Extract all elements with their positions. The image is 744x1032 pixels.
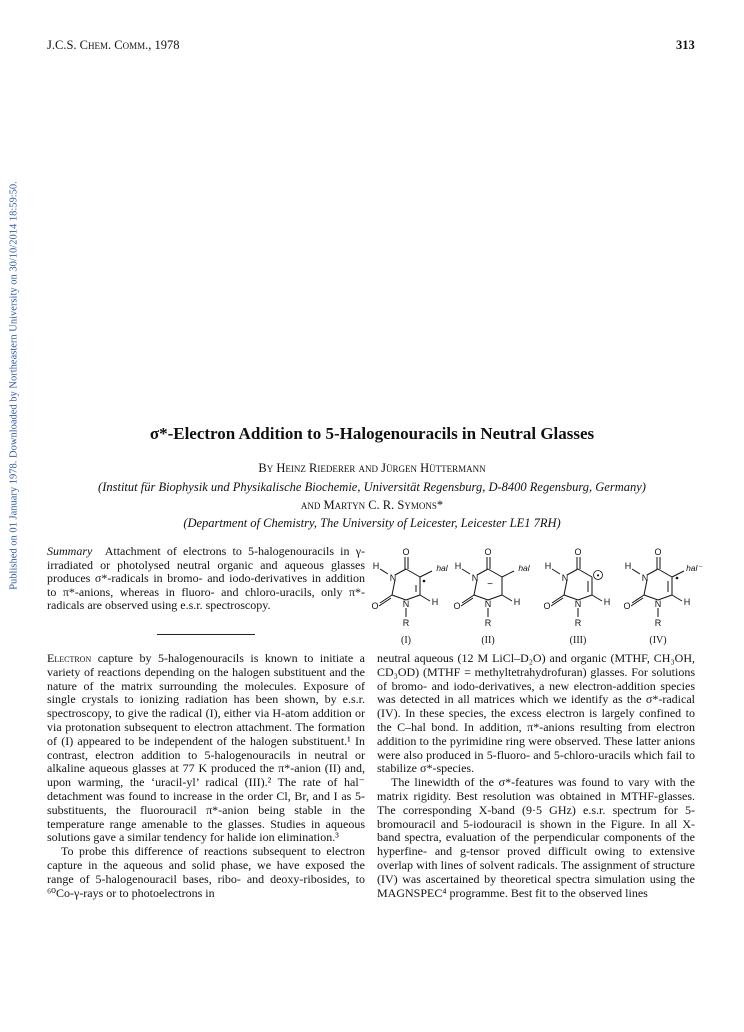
nitrogen-atom: N — [641, 573, 649, 583]
nitrogen-atom: N — [402, 599, 410, 609]
bond — [672, 571, 684, 577]
bond — [477, 569, 488, 575]
hydrogen-atom: H — [544, 561, 552, 571]
hydrogen-atom: H — [603, 597, 611, 607]
second-author: and Martyn C. R. Symons* — [300, 498, 444, 512]
oxygen-atom: O — [402, 547, 410, 557]
bond — [658, 569, 672, 577]
bond — [406, 569, 420, 577]
r-group: R — [574, 618, 582, 628]
article-title: σ*-Electron Addition to 5-Halogenouracils in Neutral Glasses — [149, 424, 595, 443]
structure-label: (II) — [481, 635, 495, 645]
body-left-column — [47, 652, 365, 900]
oxygen-atom: O — [484, 547, 492, 557]
bond — [380, 569, 388, 574]
bond — [502, 595, 512, 601]
authors: By Heinz Riederer and Jürgen Hüttermann — [258, 461, 486, 475]
halogen-label: hal — [518, 563, 530, 573]
download-note-text: Published on 01 January 1978. Downloaded by Northeastern University on 30/10/2014 18:59:50. — [8, 181, 20, 590]
paragraph: Electron capture by 5-halogenouracils is known to initiate a variety of reactions depending on the halogen substituent and the nature of the matrix surrounding the molecules. Exposure of single crystals to ionizing radiation has been shown, by e.s.r. spectroscopy, to give the radical (I), either via H-atom addition or via protonation subsequent to electron attachment. The formation of (I) appeared to be independent of the halogen substituent.¹ In contrast, electron addition to 5-halogenouracils in neutral or alkaline aqueous glasses at 77 K produced the π*-anion (II) and, upon warming, the ‘uracil-yl’ radical (III).² The rate of hal⁻ detachment was found to increase in the order Cl, Br, and I as 5-substituents, the fluorouracil π*-anion being stable in the temperature range amenable to the glasses. Studies in aqueous solutions gave a similar tendency for halide ion elimination.³ — [47, 651, 365, 845]
nitrogen-atom: N — [561, 573, 569, 583]
paragraph: neutral aqueous (12 M LiCl–D₂O) and organic (MTHF, CH₃OH, CD₃OD) (MTHF = methyltetrahydrofuran) glasses. For solutions of bromo- and iodo-derivatives, a new electron-addition species was detected in all matrices which we identify as the σ*-radical (IV). In these species, the excess electron is largely confined to the C–hal bond. In addition, π*-anions resulting from electron addition to the pyrimidine ring were observed. These latter anions were also produced in 5-fluoro- and 5-chloro-uracils which fail to stabilize σ*-species. — [377, 651, 695, 776]
bond — [672, 595, 682, 601]
negative-charge: − — [487, 579, 493, 590]
structure-label: (I) — [401, 635, 411, 645]
uracil-structures-figure — [370, 545, 706, 645]
affiliation-leicester: (Department of Chemistry, The University of Leicester, Leicester LE1 7RH) — [183, 516, 561, 530]
paragraph: The linewidth of the σ*-features was found to vary with the matrix rigidity. Best resolution was obtained in MTHF-glasses. The corresponding X-band (9·5 GHz) e.s.r. spectrum for 5-bromouracil and 5-iodouracil is shown in the Figure. In all X-band spectra, evaluation of the perpendicular components of the hyperfine- and g-tensor proved difficult owing to extensive overlap with lines of solvent radicals. The assignment of structure (IV) was ascertained by theoretical spectra simulation using the MAGNSPEC⁴ programme. Best fit to the observed lines — [377, 775, 695, 900]
oxygen-atom: O — [654, 547, 662, 557]
summary-label: Summary — [47, 544, 93, 558]
r-group: R — [654, 618, 662, 628]
bond — [647, 569, 658, 575]
oxygen-atom: O — [574, 547, 582, 557]
hydrogen-atom: H — [624, 561, 632, 571]
halogen-label: hal⁻ — [686, 563, 702, 573]
bond — [632, 569, 640, 574]
radical-dot: • — [596, 571, 600, 580]
bond — [420, 571, 432, 577]
oxygen-atom: O — [543, 601, 551, 611]
bond — [592, 595, 602, 601]
affiliation-regensburg: (Institut für Biophysik und Physikalische Biochemie, Universität Regensburg, D-8400 Regensburg, Germany) — [98, 480, 646, 494]
bond — [502, 571, 514, 577]
oxygen-atom: O — [453, 601, 461, 611]
bond — [578, 569, 592, 577]
nitrogen-atom: N — [471, 573, 479, 583]
lead-word: Electron — [47, 651, 92, 665]
summary-text: Attachment of electrons to 5-halogenouracils in γ-irradiated or photolysed neutral organic and aqueous glasses produces σ*-radicals in bromo- and iodo-derivatives in addition to π*-anions, whereas in fluoro- and chloro-uracils, only π*-radicals are observed using e.s.r. spectroscopy. — [47, 544, 365, 613]
oxygen-atom: O — [371, 601, 379, 611]
hydrogen-atom: H — [513, 597, 521, 607]
nitrogen-atom: N — [574, 599, 582, 609]
r-group: R — [484, 618, 492, 628]
download-note[interactable] — [4, 150, 18, 630]
structure-label: (IV) — [649, 635, 667, 645]
summary — [47, 545, 365, 613]
structure-label: (III) — [569, 635, 587, 645]
hydrogen-atom: H — [683, 597, 691, 607]
nitrogen-atom: N — [484, 599, 492, 609]
nitrogen-atom: N — [389, 573, 397, 583]
bond — [420, 595, 430, 601]
paragraph: To probe this difference of reactions subsequent to electron capture in the aqueous and solid phase, we have exposed the range of 5-halogenouracil bases, ribo- and deoxy-ribosides, to ⁶⁰Co-γ-rays or to photoelectrons in — [47, 844, 365, 900]
bond — [567, 569, 578, 575]
bond — [488, 569, 502, 577]
page-number: 313 — [676, 38, 695, 52]
journal-header: J.C.S. Chem. Comm., 1978 — [47, 38, 180, 52]
r-group: R — [402, 618, 410, 628]
radical-dot — [423, 580, 426, 583]
bond — [462, 569, 470, 574]
halogen-label: hal — [436, 563, 448, 573]
oxygen-atom: O — [623, 601, 631, 611]
section-rule — [157, 634, 255, 635]
bond — [395, 569, 406, 575]
hydrogen-atom: H — [372, 561, 380, 571]
radical-dot — [676, 577, 679, 580]
hydrogen-atom: H — [454, 561, 462, 571]
body-right-column — [377, 652, 695, 900]
hydrogen-atom: H — [431, 597, 439, 607]
nitrogen-atom: N — [654, 599, 662, 609]
bond — [552, 569, 560, 574]
